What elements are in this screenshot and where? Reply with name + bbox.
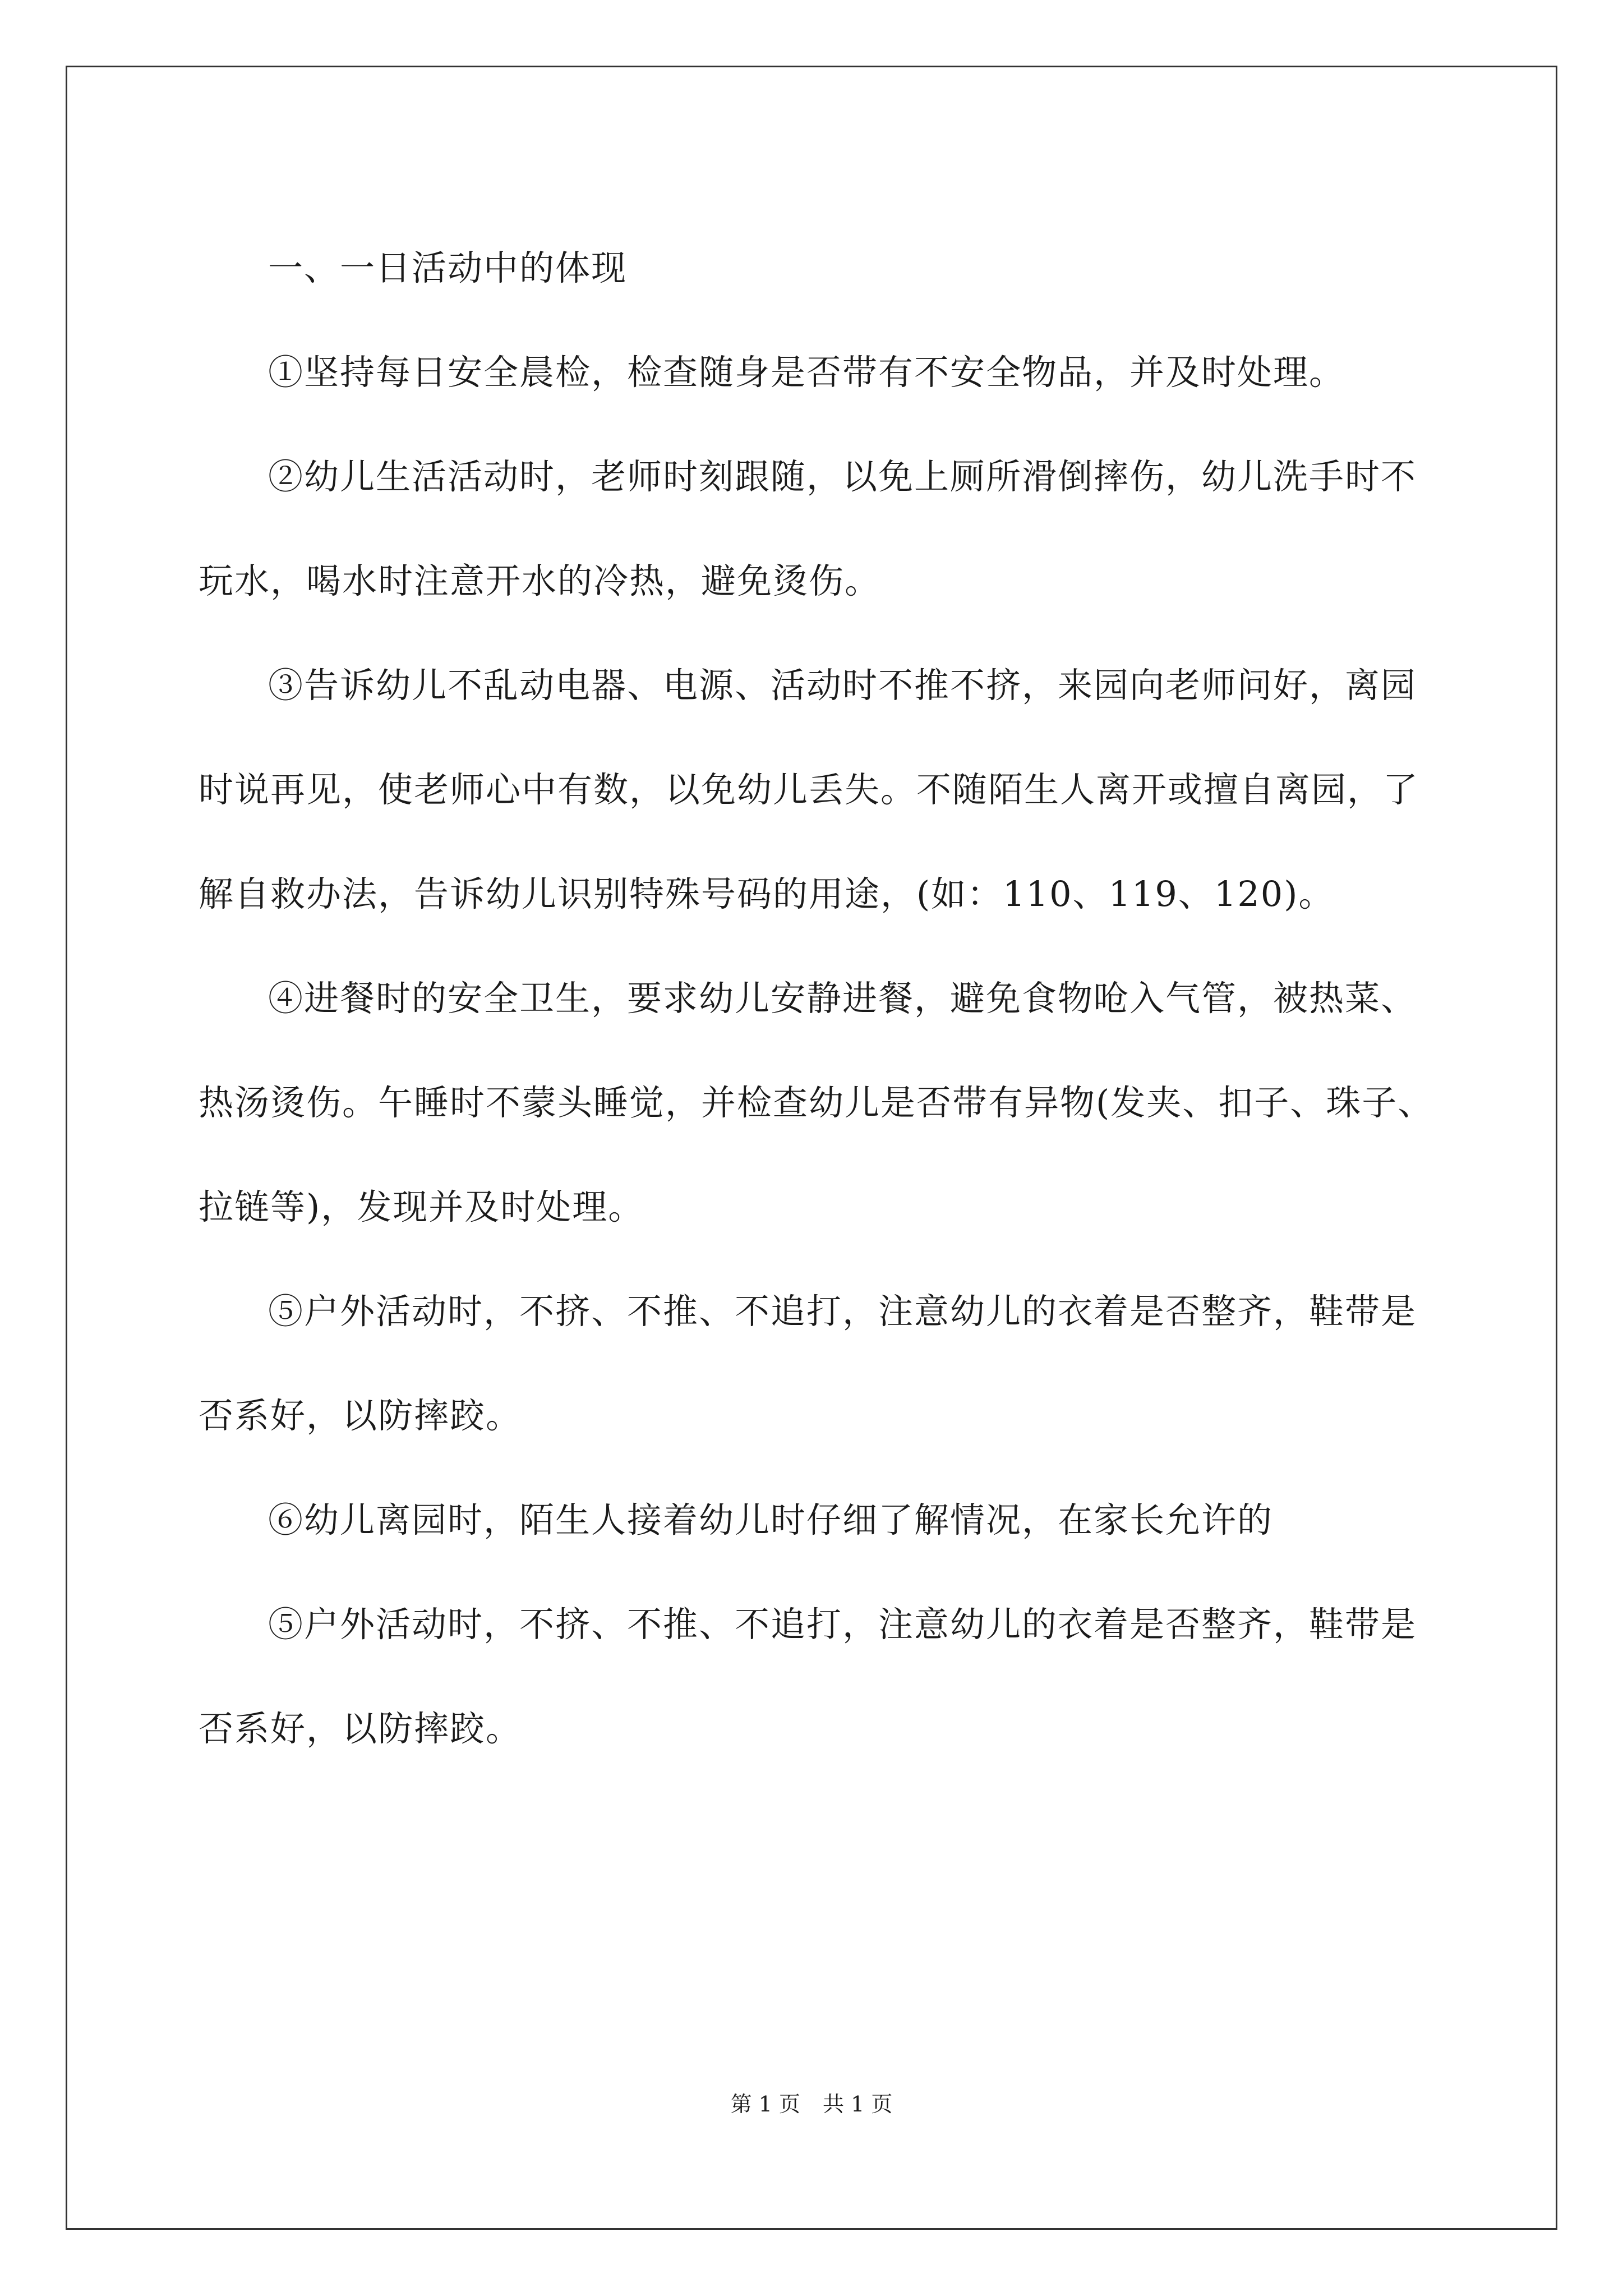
page-footer — [0, 2090, 1623, 2118]
paragraph-7: ⑤户外活动时，不挤、不推、不追打，注意幼儿的衣着是否整齐，鞋带是否系好，以防摔跤。 — [199, 1604, 1417, 1749]
section-heading: 一、一日活动中的体现 — [268, 247, 628, 288]
paragraph-3: ③告诉幼儿不乱动电器、电源、活动时不推不挤，来园向老师问好，离园时说再见，使老师心中有数，以免幼儿丢失。不随陌生人离开或擅自离园，了解自救办法，告诉幼儿识别特殊号码的用途，(如：110、119、120)。 — [199, 665, 1419, 914]
paragraph-4: ④进餐时的安全卫生，要求幼儿安静进餐，避免食物呛入气管，被热菜、热汤烫伤。午睡时不蒙头睡觉，并检查幼儿是否带有异物(发夹、扣子、珠子、拉链等)，发现并及时处理。 — [199, 978, 1434, 1227]
document-body — [199, 216, 1449, 1781]
page-total: 共 1 页 — [823, 2092, 893, 2116]
paragraph-2: ②幼儿生活活动时，老师时刻跟随，以免上厕所滑倒摔伤，幼儿洗手时不玩水，喝水时注意开水的冷热，避免烫伤。 — [199, 456, 1417, 601]
paragraph-6: ⑥幼儿离园时，陌生人接着幼儿时仔细了解情况，在家长允许的 — [268, 1499, 1274, 1540]
page-number: 第 1 页 — [730, 2092, 800, 2116]
paragraph-1: ①坚持每日安全晨检，检查随身是否带有不安全物品，并及时处理。 — [268, 352, 1345, 393]
paragraph-5: ⑤户外活动时，不挤、不推、不追打，注意幼儿的衣着是否整齐，鞋带是否系好，以防摔跤。 — [199, 1291, 1417, 1436]
